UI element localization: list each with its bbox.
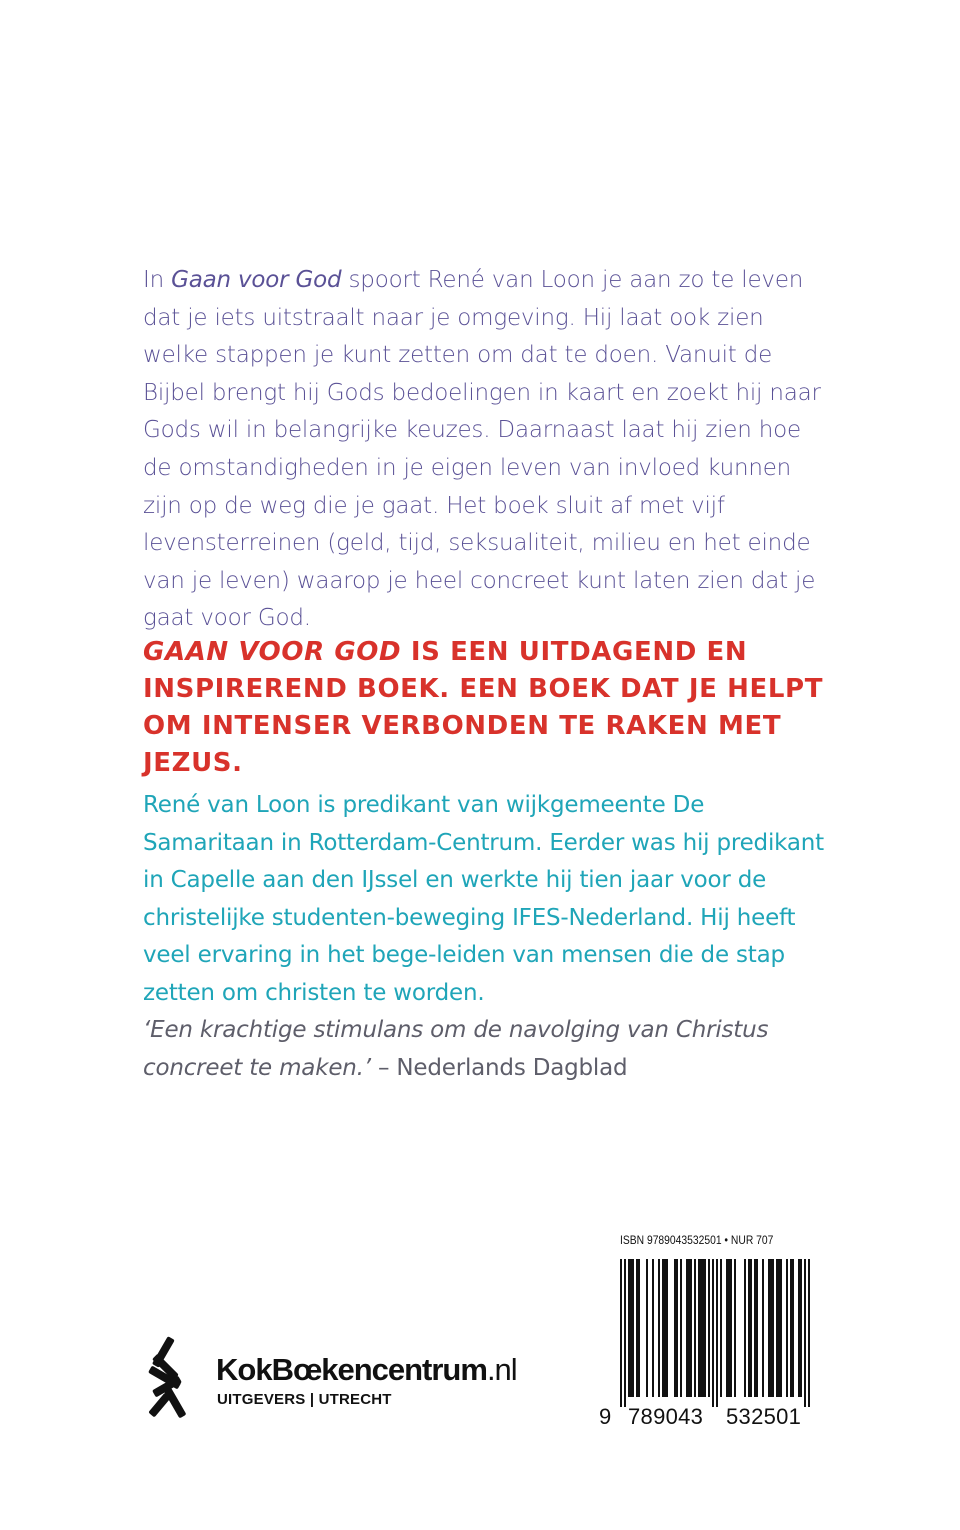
- barcode-bar: [748, 1259, 752, 1397]
- barcode-bar: [726, 1259, 732, 1397]
- publisher-subtitle: UITGEVERS | UTRECHT: [217, 1391, 392, 1408]
- barcode-bar: [768, 1259, 774, 1397]
- publisher-logo: [140, 1335, 540, 1425]
- quote-text: ‘Een krachtige stimulans om de navolging van Christus concreet te maken.’: [143, 1017, 769, 1081]
- barcode-bar: [734, 1259, 736, 1397]
- barcode-bar: [712, 1259, 714, 1407]
- barcode-bar: [754, 1259, 758, 1397]
- tagline-text: IS EEN UITDAGEND EN INSPIREREND BOEK. EEN BOEK DAT JE HELPT OM INTENSER VERBONDEN TE RAKEN MET JEZUS.: [143, 637, 824, 778]
- barcode-bar: [762, 1259, 764, 1397]
- barcode-bar: [658, 1259, 660, 1397]
- barcode-bar: [790, 1259, 794, 1397]
- barcode-bar: [698, 1259, 706, 1397]
- barcode-bar: [804, 1259, 806, 1407]
- barcode-bar: [708, 1259, 710, 1397]
- book-blurb: [143, 262, 833, 638]
- publisher-name-suffix: .nl: [486, 1352, 517, 1387]
- blurb-book-title: Gaan voor God: [171, 267, 342, 293]
- publisher-mark-icon: [140, 1335, 192, 1425]
- tagline: [143, 634, 843, 782]
- barcode-bar: [680, 1259, 682, 1397]
- barcode-bar: [662, 1259, 668, 1397]
- isbn-line: ISBN 9789043532501 • NUR 707: [620, 1233, 774, 1247]
- author-bio: René van Loon is predikant van wijkgemeente De Samaritaan in Rotterdam-Centrum. Eerder was hij predikant in Capelle aan den IJssel en werkte hij tien jaar voor de christelijke studenten-beweging IFES-Nederland. Hij heeft veel ervaring in het bege-leiden van mensen die de stap zetten om christen te worden.: [143, 792, 824, 1006]
- quote-source: – Nederlands Dagblad: [370, 1055, 628, 1081]
- barcode-bar: [798, 1259, 802, 1397]
- barcode-bar: [776, 1259, 782, 1397]
- barcode-digits-left: 789043: [628, 1404, 704, 1429]
- barcode-bar: [744, 1259, 746, 1397]
- publisher-name-bold: KokBœkencentrum: [216, 1352, 487, 1387]
- barcode-digits-right: 532501: [726, 1404, 802, 1429]
- barcode-bar: [694, 1259, 696, 1397]
- barcode-bar: [636, 1259, 640, 1397]
- barcode-bar: [686, 1259, 692, 1397]
- blurb-body: spoort René van Loon je aan zo te leven dat je iets uitstraalt naar je omgeving. Hij laat ook zien welke stappen je kunt zetten om dat te doen. Vanuit de Bijbel brengt hij Gods bedoelingen in kaart en zoekt hij naar Gods wil in belangrijke keuzes. Daarnaast laat hij zien hoe de omstandigheden in je eigen leven van invloed kunnen zijn op de weg die je gaat. Het boek sluit af met vijf levensterreinen (geld, tijd, seksualiteit, milieu en het einde van je leven) waarop je heel concreet kunt laten zien dat je gaat voor God.: [143, 267, 821, 632]
- barcode-bar: [720, 1259, 722, 1397]
- barcode-bar: [624, 1259, 626, 1407]
- isbn-barcode: [598, 1259, 824, 1431]
- barcode-digit-first: 9: [599, 1404, 612, 1429]
- barcode-bars: [598, 1259, 824, 1409]
- barcode-bar: [786, 1259, 788, 1397]
- barcode-bar: [652, 1259, 654, 1397]
- tagline-title: GAAN VOOR GOD: [143, 637, 402, 667]
- blurb-prefix: In: [143, 267, 172, 293]
- publisher-name: [216, 1352, 517, 1388]
- barcode-bar: [674, 1259, 678, 1397]
- barcode-bar: [646, 1259, 648, 1397]
- barcode-bar: [620, 1259, 622, 1407]
- barcode-bar: [628, 1259, 634, 1397]
- barcode-bar: [808, 1259, 810, 1407]
- barcode-bar: [716, 1259, 718, 1407]
- review-quote: [143, 1011, 843, 1087]
